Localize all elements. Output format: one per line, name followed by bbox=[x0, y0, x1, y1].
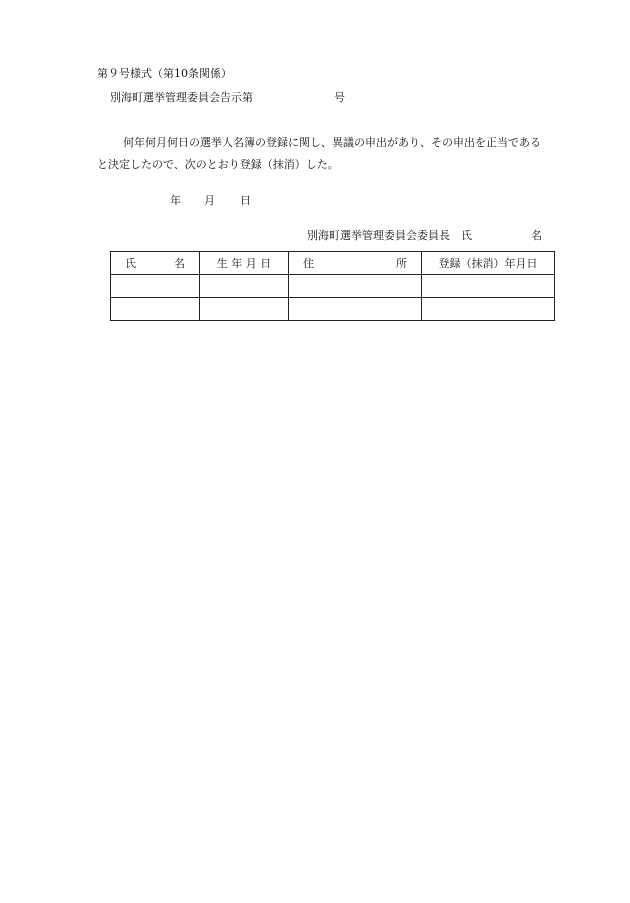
table-cell bbox=[200, 275, 289, 298]
header-name bbox=[111, 252, 200, 275]
header-name-left: 氏 bbox=[125, 257, 136, 270]
header-address-right: 所 bbox=[396, 257, 407, 270]
signature-title: 別海町選挙管理委員会委員長 氏 bbox=[307, 229, 472, 242]
date-month: 月 bbox=[204, 194, 215, 207]
table-cell bbox=[289, 298, 422, 321]
date-year: 年 bbox=[170, 194, 181, 207]
header-name-right: 名 bbox=[174, 257, 185, 270]
body-text-line-1: 何年何月何日の選挙人名簿の登録に関し、異議の申出があり、その申出を正当である bbox=[123, 136, 541, 149]
notice-number-line bbox=[110, 91, 345, 105]
table-row bbox=[111, 275, 555, 298]
table-header-row bbox=[111, 252, 555, 275]
notice-prefix: 別海町選挙管理委員会告示第 bbox=[110, 91, 253, 104]
table-cell bbox=[200, 298, 289, 321]
header-birthdate: 生 年 月 日 bbox=[200, 252, 289, 275]
registry-table bbox=[110, 251, 555, 321]
table-cell bbox=[289, 275, 422, 298]
body-text-line-2: と決定したので、次のとおり登録（抹消）した。 bbox=[97, 158, 339, 171]
notice-suffix: 号 bbox=[334, 91, 345, 104]
table-row bbox=[111, 298, 555, 321]
table-cell bbox=[111, 275, 200, 298]
date-day: 日 bbox=[240, 194, 251, 207]
signature-line bbox=[307, 229, 542, 243]
header-address-left: 住 bbox=[303, 257, 314, 270]
header-registration-date: 登録（抹消）年月日 bbox=[422, 252, 555, 275]
table-cell bbox=[422, 275, 555, 298]
form-title: 第９号様式（第10条関係） bbox=[97, 67, 232, 80]
signature-name-suffix: 名 bbox=[531, 229, 542, 242]
header-address bbox=[289, 252, 422, 275]
table-cell bbox=[111, 298, 200, 321]
table-cell bbox=[422, 298, 555, 321]
